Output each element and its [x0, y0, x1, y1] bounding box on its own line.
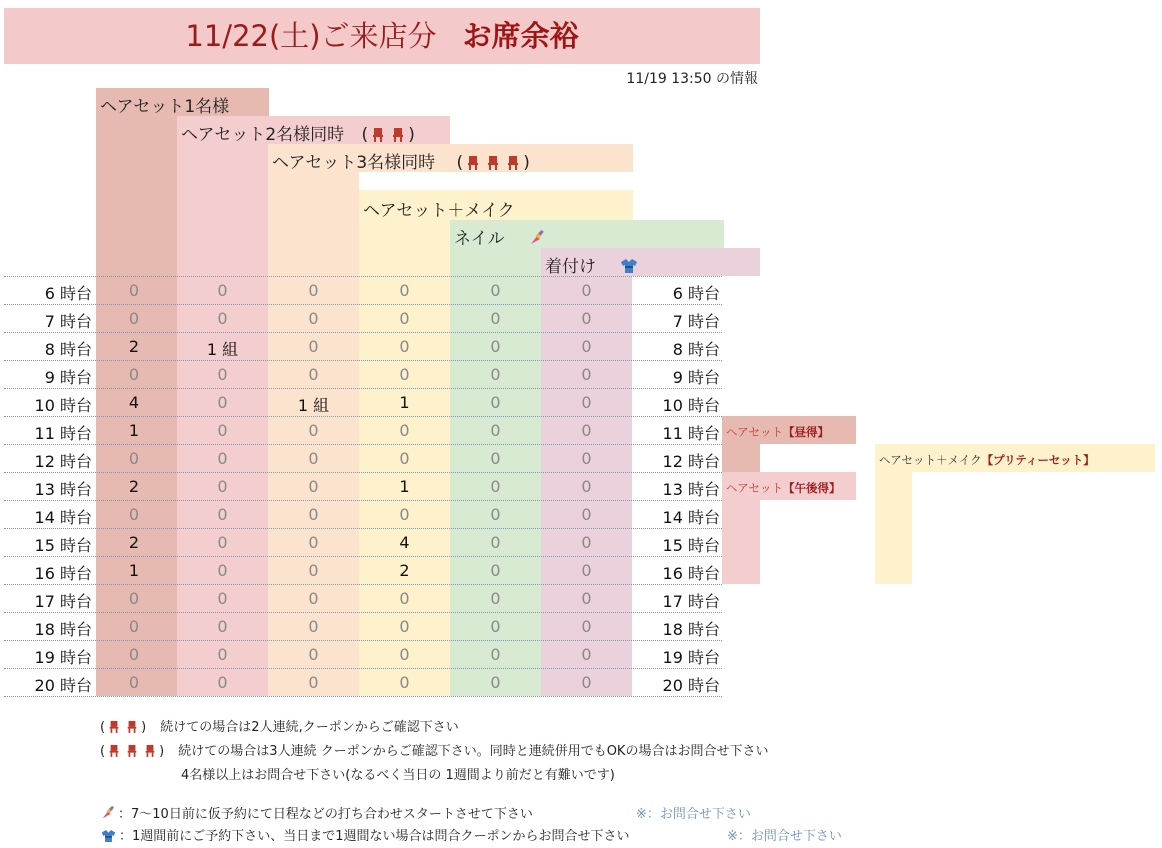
availability-cell: 1: [128, 421, 140, 440]
note-two-guests: ( ) 続けての場合は2人連続,クーポンからご確認下さい: [100, 720, 459, 735]
hour-label-right: 14 時台: [662, 508, 720, 527]
availability-cell: 0: [217, 617, 228, 636]
availability-cell: 0: [490, 449, 501, 468]
row-divider: [4, 276, 722, 277]
hour-label: 7 時台: [44, 312, 92, 331]
availability-cell: 0: [490, 477, 501, 496]
availability-cell: 0: [581, 477, 592, 496]
lunch-deal-label: ヘアセット【昼得】: [726, 425, 830, 439]
hour-label: 15 時台: [34, 536, 92, 555]
availability-cell: 0: [581, 561, 592, 580]
availability-cell: 0: [308, 589, 319, 608]
note-kimono: ：1週間前にご予約下さい、当日まで1週間ない場合は問合クーポンからお問合せ下さい: [100, 825, 630, 847]
row-divider: [4, 584, 722, 585]
availability-cell: 1 組: [206, 340, 239, 359]
hour-label-right: 8 時台: [672, 340, 720, 359]
header-col4: ヘアセット＋メイク: [363, 201, 515, 221]
availability-cell: 0: [490, 505, 501, 524]
hour-label: 19 時台: [34, 648, 92, 667]
hour-label: 17 時台: [34, 592, 92, 611]
availability-cell: 0: [128, 309, 140, 328]
chair-icon: [141, 744, 159, 759]
hour-label: 12 時台: [34, 452, 92, 471]
availability-cell: 0: [490, 589, 501, 608]
availability-cell: 0: [217, 309, 228, 328]
availability-cell: 0: [308, 673, 319, 692]
info-timestamp: 11/19 13:50 の情報: [626, 71, 758, 87]
availability-cell: 0: [399, 505, 410, 524]
availability-cell: 4: [128, 393, 140, 412]
availability-cell: 0: [399, 645, 410, 664]
availability-cell: 0: [308, 477, 319, 496]
availability-cell: 0: [128, 589, 140, 608]
availability-cell: 0: [128, 673, 140, 692]
availability-cell: 0: [490, 281, 501, 300]
availability-cell: 1: [128, 561, 140, 580]
chair-icon: [388, 125, 408, 145]
hour-label-right: 13 時台: [662, 480, 720, 499]
kimono-icon: [100, 829, 117, 847]
availability-cell: 0: [581, 645, 592, 664]
chair-icon: [483, 153, 503, 173]
band-col2-body: [177, 144, 268, 696]
chair-icon: [123, 744, 141, 759]
availability-cell: 0: [217, 561, 228, 580]
availability-cell: 0: [308, 449, 319, 468]
availability-cell: 0: [308, 365, 319, 384]
availability-cell: 0: [399, 337, 410, 356]
availability-cell: 0: [399, 673, 410, 692]
availability-cell: 0: [217, 421, 228, 440]
availability-cell: 0: [581, 673, 592, 692]
hour-label-right: 9 時台: [672, 368, 720, 387]
hour-label-right: 7 時台: [672, 312, 720, 331]
row-divider: [4, 416, 722, 417]
header-col1: ヘアセット1名様: [100, 97, 230, 117]
hour-label: 13 時台: [34, 480, 92, 499]
availability-cell: 0: [581, 365, 592, 384]
availability-cell: 1 組: [297, 396, 330, 415]
hour-label-right: 19 時台: [662, 648, 720, 667]
hour-label: 9 時台: [44, 368, 92, 387]
row-divider: [4, 444, 722, 445]
availability-cell: 0: [581, 533, 592, 552]
availability-cell: 0: [217, 449, 228, 468]
availability-cell: 0: [490, 365, 501, 384]
availability-cell: 0: [490, 421, 501, 440]
availability-cell: 2: [128, 533, 140, 552]
row-divider: [4, 612, 722, 613]
row-divider: [4, 332, 722, 333]
note-nail: ：7〜10日前に仮予約にて日程などの打ち合わせスタートさせて下さい: [100, 803, 533, 825]
availability-cell: 0: [581, 617, 592, 636]
availability-cell: 0: [399, 589, 410, 608]
row-divider: [4, 696, 722, 697]
availability-cell: 0: [308, 505, 319, 524]
note-kimono-contact: ※：お問合せ下さい: [727, 829, 842, 844]
availability-cell: 0: [128, 449, 140, 468]
availability-status: お席余裕: [462, 19, 579, 53]
availability-cell: 2: [128, 337, 140, 356]
availability-cell: 1: [399, 477, 410, 496]
availability-cell: 0: [399, 365, 410, 384]
chair-icon: [368, 125, 388, 145]
availability-cell: 0: [308, 561, 319, 580]
availability-cell: 4: [399, 533, 410, 552]
page-title: [4, 8, 760, 64]
hour-label-right: 10 時台: [662, 396, 720, 415]
hour-label: 10 時台: [34, 396, 92, 415]
availability-cell: 0: [581, 337, 592, 356]
kimono-icon: [619, 257, 639, 277]
availability-cell: 0: [308, 421, 319, 440]
availability-cell: 0: [128, 505, 140, 524]
header-col3: ヘアセット3名様同時 ( ): [272, 153, 530, 173]
availability-cell: 0: [128, 365, 140, 384]
availability-cell: 0: [217, 533, 228, 552]
nail-brush-icon: [100, 805, 116, 825]
hour-label: 20 時台: [34, 676, 92, 695]
availability-cell: 0: [308, 533, 319, 552]
row-divider: [4, 304, 722, 305]
availability-cell: 1: [399, 393, 410, 412]
availability-cell: 0: [217, 645, 228, 664]
availability-cell: 0: [581, 589, 592, 608]
band-lunch-tail: [722, 444, 760, 472]
availability-cell: 0: [308, 645, 319, 664]
availability-cell: 2: [128, 477, 140, 496]
availability-cell: 0: [581, 449, 592, 468]
afternoon-deal-label: ヘアセット【午後得】: [726, 481, 841, 495]
availability-cell: 0: [399, 449, 410, 468]
availability-cell: 0: [581, 421, 592, 440]
band-afternoon-tail: [722, 500, 760, 584]
availability-cell: 0: [399, 617, 410, 636]
hour-label-right: 18 時台: [662, 620, 720, 639]
availability-cell: 0: [217, 673, 228, 692]
nail-brush-icon: [528, 229, 546, 249]
chair-icon: [105, 744, 123, 759]
availability-cell: 2: [399, 561, 410, 580]
band-pretty-tail: [875, 472, 912, 584]
header-col2: ヘアセット2名様同時 ( ): [181, 125, 415, 145]
hour-label: 8 時台: [44, 340, 92, 359]
note-four-plus: 4名様以上はお問合せ下さい(なるべく当日の 1週間より前だと有難いです): [181, 768, 615, 783]
availability-cell: 0: [581, 393, 592, 412]
availability-cell: 0: [308, 617, 319, 636]
chair-icon: [105, 720, 123, 735]
hour-label-right: 11 時台: [662, 424, 720, 443]
availability-cell: 0: [217, 281, 228, 300]
availability-cell: 0: [128, 645, 140, 664]
title-date: 11/22(土)ご来店分: [185, 19, 437, 53]
availability-cell: 0: [490, 645, 501, 664]
availability-cell: 0: [581, 309, 592, 328]
chair-icon: [123, 720, 141, 735]
availability-cell: 0: [490, 533, 501, 552]
availability-cell: 0: [217, 505, 228, 524]
availability-cell: 0: [128, 281, 140, 300]
row-divider: [4, 360, 722, 361]
row-divider: [4, 640, 722, 641]
header-col6: 着付け: [545, 252, 639, 277]
availability-cell: 0: [490, 673, 501, 692]
chair-icon: [463, 153, 483, 173]
availability-cell: 0: [308, 337, 319, 356]
title-banner: [4, 8, 760, 64]
hour-label: 11 時台: [34, 424, 92, 443]
availability-cell: 0: [217, 477, 228, 496]
note-three-guests: ( ) 続けての場合は3人連続 クーポンからご確認下さい。同時と連続併用でもOKの場合はお問合せ下さい: [100, 744, 769, 759]
availability-cell: 0: [308, 281, 319, 300]
availability-cell: 0: [490, 617, 501, 636]
availability-cell: 0: [490, 393, 501, 412]
row-divider: [4, 528, 722, 529]
hour-label-right: 20 時台: [662, 676, 720, 695]
availability-cell: 0: [490, 337, 501, 356]
availability-cell: 0: [490, 561, 501, 580]
row-divider: [4, 668, 722, 669]
header-col5: ネイル: [454, 224, 546, 249]
hour-label-right: 17 時台: [662, 592, 720, 611]
availability-cell: 0: [581, 281, 592, 300]
pretty-set-label: ヘアセット＋メイク【プリティーセット】: [879, 453, 1095, 467]
hour-label: 16 時台: [34, 564, 92, 583]
availability-cell: 0: [217, 589, 228, 608]
availability-cell: 0: [581, 505, 592, 524]
hour-label-right: 12 時台: [662, 452, 720, 471]
row-divider: [4, 388, 722, 389]
row-divider: [4, 472, 722, 473]
hour-label: 18 時台: [34, 620, 92, 639]
availability-cell: 0: [399, 309, 410, 328]
chair-icon: [503, 153, 523, 173]
note-nail-contact: ※：お問合せ下さい: [636, 807, 751, 822]
availability-cell: 0: [308, 309, 319, 328]
hour-label-right: 15 時台: [662, 536, 720, 555]
availability-cell: 0: [490, 309, 501, 328]
hour-label-right: 6 時台: [672, 284, 720, 303]
availability-cell: 0: [399, 281, 410, 300]
availability-cell: 0: [128, 617, 140, 636]
availability-cell: 0: [217, 365, 228, 384]
row-divider: [4, 500, 722, 501]
availability-cell: 0: [217, 393, 228, 412]
hour-label-right: 16 時台: [662, 564, 720, 583]
hour-label: 14 時台: [34, 508, 92, 527]
row-divider: [4, 556, 722, 557]
hour-label: 6 時台: [44, 284, 92, 303]
availability-cell: 0: [399, 421, 410, 440]
